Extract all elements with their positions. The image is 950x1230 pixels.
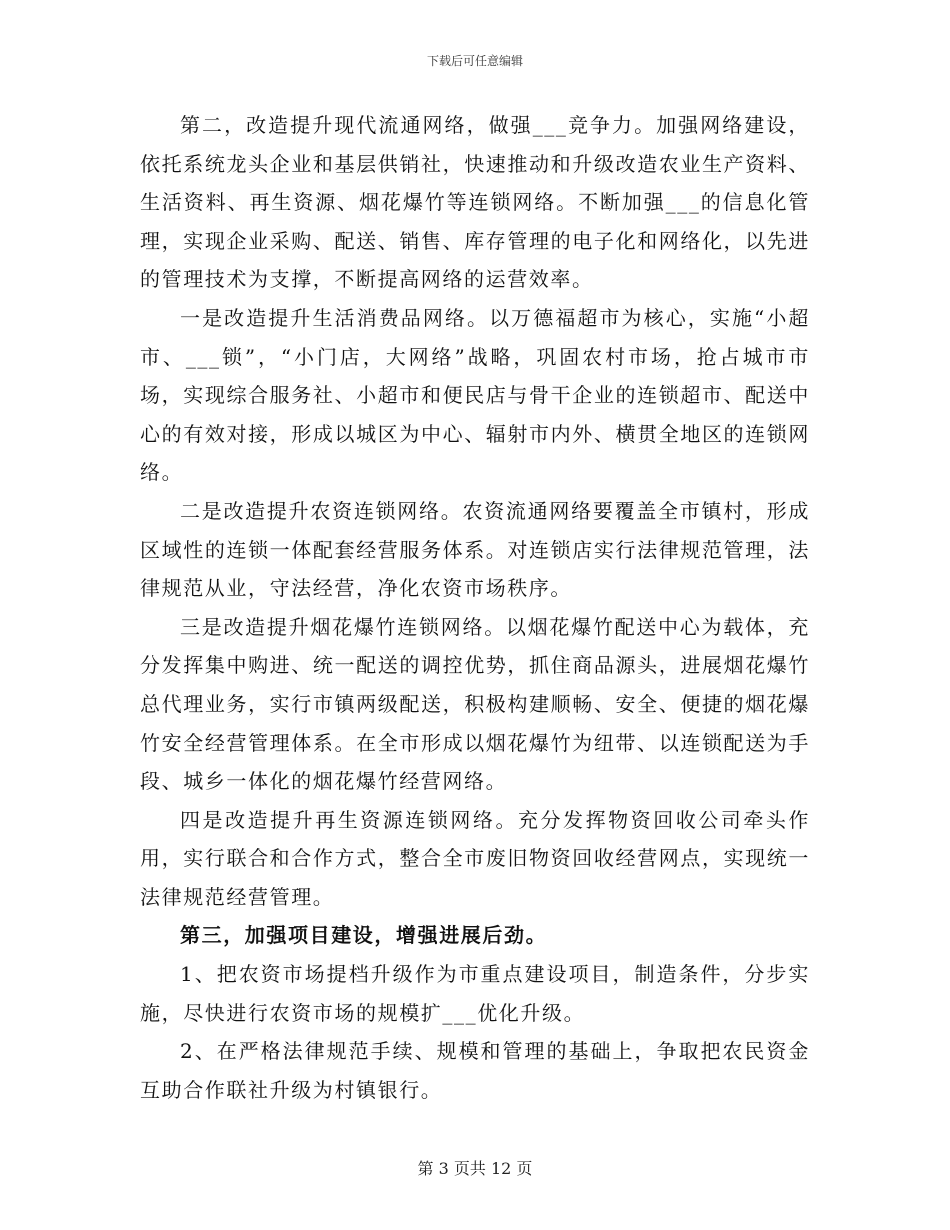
paragraph-network-upgrade: 第二，改造提升现代流通网络，做强___竞争力。加强网络建设，依托系统龙头企业和基层供销社，快速推动和升级改造农业生产资料、生活资料、再生资源、烟花爆竹等连锁网络。不断加强___的信息化管理，实现企业采购、配送、销售、库存管理的电子化和网络化，以先进的管理技术为支撑，不断提高网络的运营效率。 <box>140 113 810 292</box>
paragraph-fireworks: 三是改造提升烟花爆竹连锁网络。以烟花爆竹配送中心为载体，充分发挥集中购进、统一配送的调控优势，抓住商品源头，进展烟花爆竹总代理业务，实行市镇两级配送，积极构建顺畅、安全、便捷的烟花爆竹安全经营管理体系。在全市形成以烟花爆竹为纽带、以连锁配送为手段、城乡一体化的烟花爆竹经营网络。 <box>140 614 810 794</box>
paragraph-agricultural-supplies: 二是改造提升农资连锁网络。农资流通网络要覆盖全市镇村，形成区域性的连锁一体配套经营服务体系。对连锁店实行法律规范管理，法律规范从业，守法经营，净化农资市场秩序。 <box>140 498 810 601</box>
paragraph-item-1: 1、把农资市场提档升级作为市重点建设项目，制造条件，分步实施，尽快进行农资市场的规模扩___优化升级。 <box>140 962 810 1025</box>
section-heading-projects: 第三，加强项目建设，增强进展后劲。 <box>180 923 548 948</box>
paragraph-consumer-goods: 一是改造提升生活消费品网络。以万德福超市为核心，实施“小超市、___锁”，“小门店，大网络”战略，巩固农村市场，抢占城市市场，实现综合服务社、小超市和便民店与骨干企业的连锁超市、配送中心的有效对接，形成以城区为中心、辐射市内外、横贯全地区的连锁网络。 <box>140 305 810 485</box>
paragraph-item-2: 2、在严格法律规范手续、规模和管理的基础上，争取把农民资金互助合作联社升级为村镇银行。 <box>140 1039 810 1102</box>
page-number-footer: 第 3 页共 12 页 <box>417 1159 533 1178</box>
document-body <box>140 106 810 1109</box>
page-header: 下载后可任意编辑 <box>426 54 523 68</box>
paragraph-recycling: 四是改造提升再生资源连锁网络。充分发挥物资回收公司牵头作用，实行联合和合作方式，整合全市废旧物资回收经营网点，实现统一法律规范经营管理。 <box>140 807 810 909</box>
